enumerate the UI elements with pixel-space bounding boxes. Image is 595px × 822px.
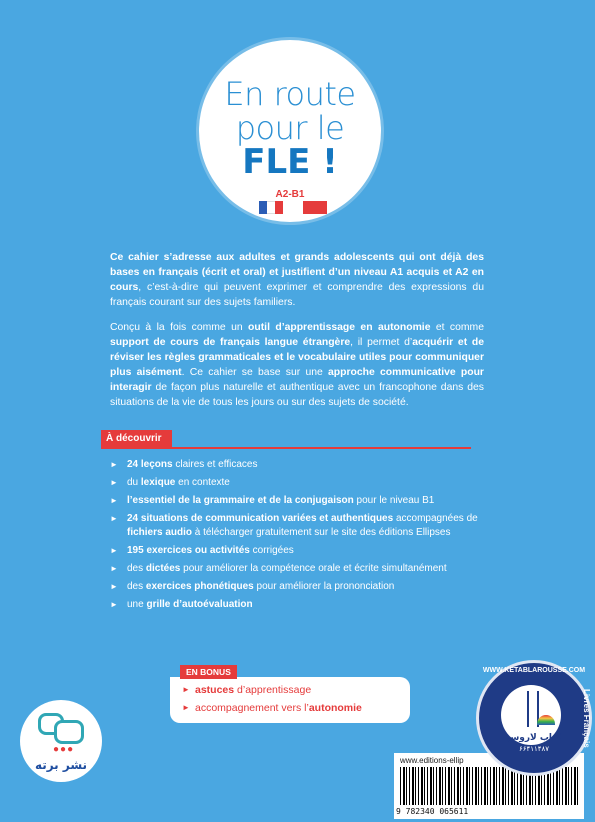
discover-divider (101, 447, 471, 449)
arrow-icon: ► (110, 564, 118, 573)
publisher-name: نشر برته (34, 758, 88, 772)
title-line-3: FLE ! (242, 142, 338, 182)
list-item: ► des dictées pour améliorer la compétence orale et écrite simultanément (110, 563, 447, 574)
bonus-heading: EN BONUS (180, 665, 237, 679)
desc-bold-4: approche communicative pour interagir (110, 367, 484, 393)
intro-rest: , c’est-à-dire qui peuvent exprimer et comprendre des expressions du français courant sur des sujets familiers. (110, 282, 484, 308)
list-item: ► 24 situations de communication variées et authentiques accompagnées de fichiers audio à télécharger gratuitement sur le site des éditions Ellipses (110, 513, 478, 538)
bookstore-stamp (476, 660, 592, 776)
desc-text-5: de façon plus naturelle et authentique avec un francophone dans des situations de la vie de tous les jours ou sur des sujets de société. (110, 382, 484, 408)
arrow-icon: ► (182, 703, 190, 712)
chat-bubble-icon (54, 720, 84, 744)
stamp-phone: ۶۶۴۱۱۴۸۷ (518, 746, 550, 753)
list-item: ► une grille d’autoévaluation (110, 599, 253, 610)
desc-bold-3: acquérir et de réviser les règles grammaticales et le vocabulaire utiles pour communiquer plus aisément (110, 337, 485, 378)
discover-heading: À découvrir (101, 430, 172, 447)
list-item: ► 24 leçons claires et efficaces (110, 459, 258, 470)
dots-icon: ●●● (53, 744, 75, 755)
publisher-url: www.editions-ellip (400, 756, 464, 765)
rainbow-icon (537, 715, 555, 725)
stamp-name: کتاب لاروس (506, 733, 562, 743)
title-line-1: En route (224, 75, 356, 113)
desc-bold-1: outil d’apprentissage en autonomie (248, 322, 431, 333)
arrow-icon: ► (110, 582, 118, 591)
arrow-icon: ► (110, 514, 118, 523)
stamp-url: WWW.KETABLAROUSSE.COM (482, 667, 586, 674)
publisher-logo (20, 700, 102, 782)
desc-text-4: . Ce cahier se base sur une (181, 367, 329, 378)
title-badge (199, 40, 381, 222)
bonus-item-tips: ► astuces d’apprentissage (182, 684, 312, 696)
intro-paragraph (110, 250, 484, 310)
arrow-icon: ► (110, 460, 118, 469)
description-paragraph (110, 320, 484, 410)
arrow-icon: ► (182, 685, 190, 694)
desc-text-3: , il permet d’ (350, 337, 413, 348)
stamp-side-text: Livres Français (582, 689, 591, 748)
list-item: ► l’essentiel de la grammaire et de la conjugaison pour le niveau B1 (110, 495, 435, 506)
arrow-icon: ► (110, 546, 118, 555)
intro-bold: Ce cahier s’adresse aux adultes et grands adolescents qui ont déjà des bases en français (écrit et oral) et justifient d’un niveau A1 acquis et A2 en cours (110, 252, 484, 293)
arrow-icon: ► (110, 496, 118, 505)
features-list (110, 458, 490, 616)
bonus-item-autonomy: ► accompagnement vers l’autonomie (182, 702, 362, 714)
title-line-2: pour le (235, 109, 345, 147)
red-flag-icon (303, 201, 327, 214)
arrow-icon: ► (110, 600, 118, 609)
desc-text-1: Conçu à la fois comme un (110, 322, 249, 333)
desc-text-2: et comme (430, 322, 484, 333)
isbn-number: 9 782340 065611 (396, 807, 469, 816)
list-item: ► des exercices phonétiques pour améliorer la prononciation (110, 581, 395, 592)
french-flag-icon (259, 201, 283, 214)
level-label: A2-B1 (275, 189, 305, 200)
desc-bold-2: support de cours de français langue étrangère (110, 337, 351, 348)
list-item: ► du lexique en contexte (110, 477, 230, 488)
arrow-icon: ► (110, 478, 118, 487)
list-item: ► 195 exercices ou activités corrigées (110, 545, 294, 556)
